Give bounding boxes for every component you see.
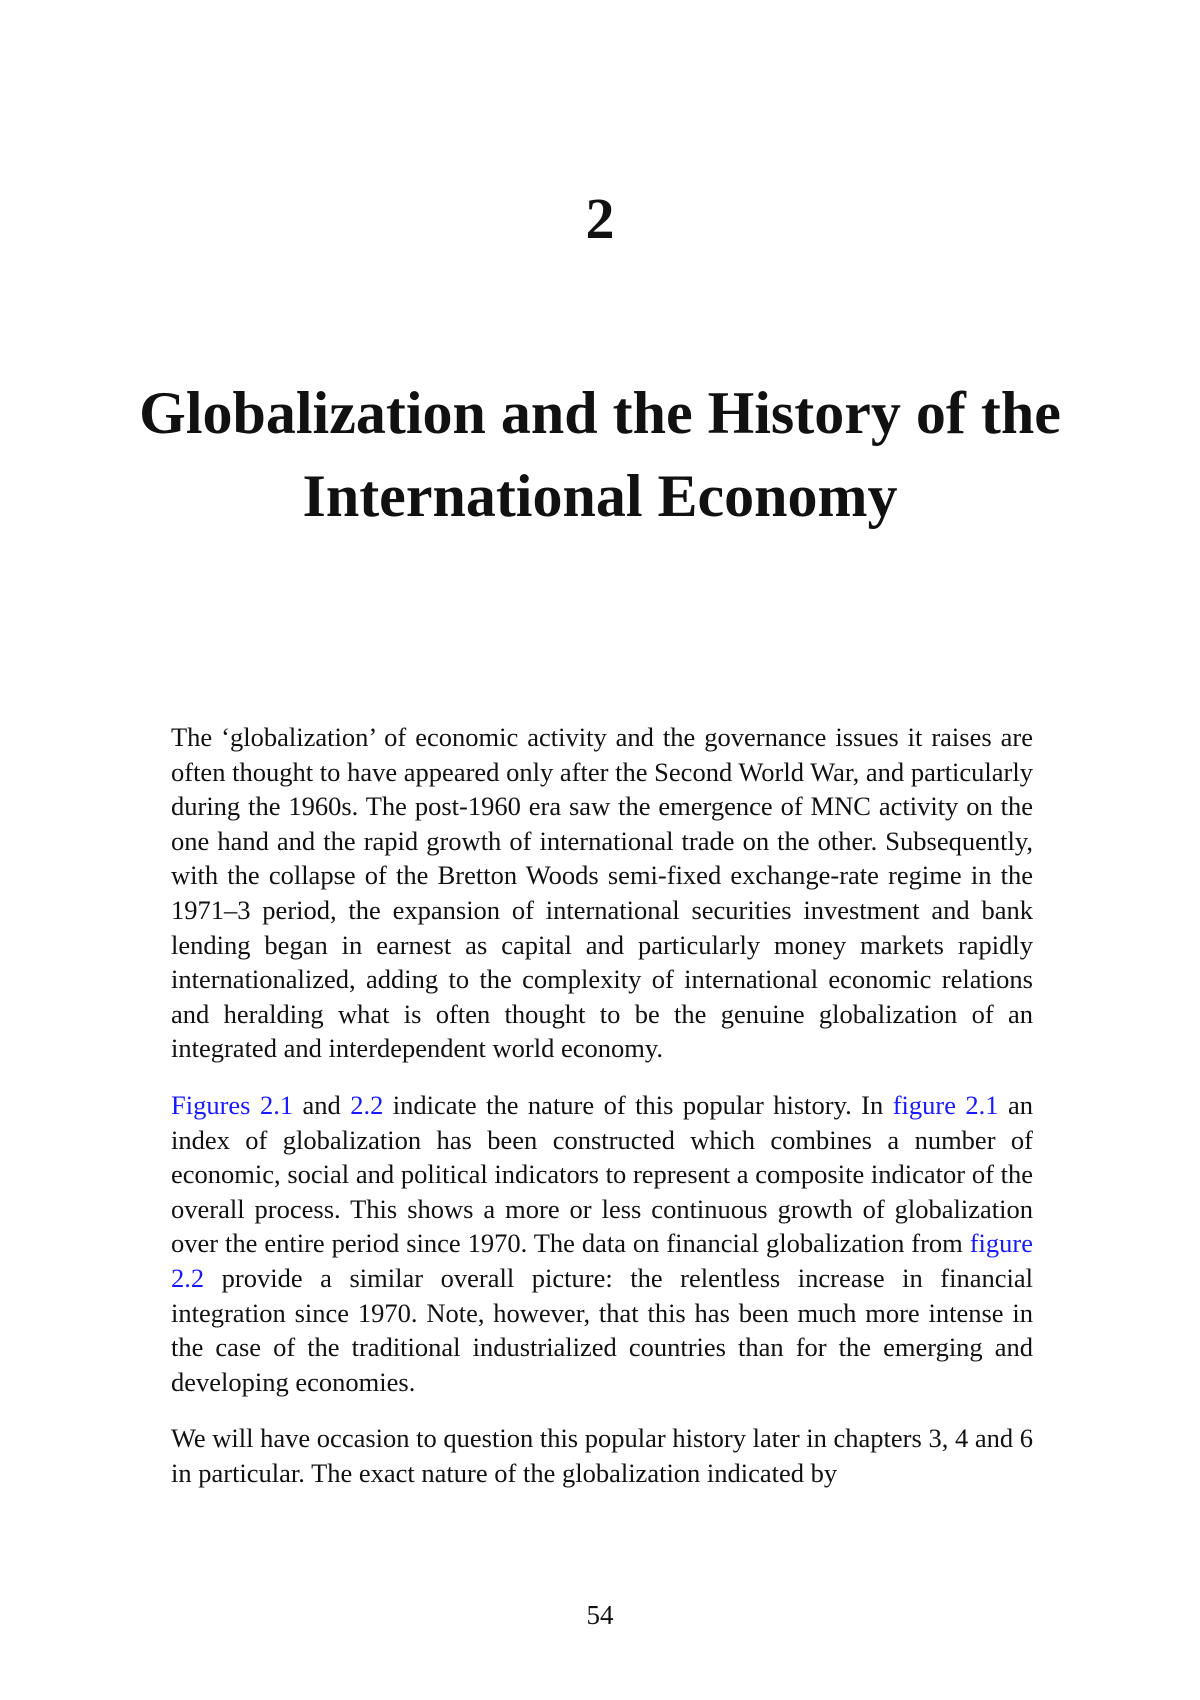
figures-2-1-link[interactable]: Figures 2.1 xyxy=(171,1089,294,1120)
figure-2-2-link-second[interactable]: figure 2.2 xyxy=(171,1228,1033,1293)
figure-2-1-link[interactable]: figure 2.1 xyxy=(892,1089,999,1120)
chapter-number: 2 xyxy=(585,186,615,251)
body-text xyxy=(171,720,1033,1512)
figure-2-2-link[interactable]: 2.2 xyxy=(350,1089,384,1120)
paragraph-2-text-1: and xyxy=(293,1089,351,1120)
page-number: 54 xyxy=(586,1600,614,1630)
paragraph-2-text-2: indicate the nature of this popular history. In xyxy=(383,1089,893,1120)
paragraph-2-text-4: provide a similar overall picture: the relentless increase in financial integration since 1970. Note, however, that this has been much more intense in the case of the traditional industrialized countries than for the emerging and developing economies. xyxy=(171,1262,1033,1397)
paragraph-2-text-3: an index of globalization has been constructed which combines a number of economic, social and political indicators to represent a composite indicator of the overall process. This shows a more or less continuous growth of globalization over the entire period since 1970. The data on financial globalization from xyxy=(171,1089,1034,1259)
paragraph-1: The ‘globalization’ of economic activity and the governance issues it raises are often thought to have appeared only after the Second World War, and particularly during the 1960s. The post-1960 era saw the emergence of MNC activity on the one hand and the rapid growth of international trade on the other. Subsequently, with the collapse of the Bretton Woods semi-fixed exchange-rate regime in the 1971–3 period, the expansion of international securities investment and bank lending began in earnest as capital and particularly money markets rapidly internationalized, adding to the complexity of international economic relations and heralding what is often thought to be the genuine globalization of an integrated and interdependent world economy. xyxy=(171,722,1033,1064)
paragraph-3: We will have occasion to question this popular history later in chapters 3, 4 and 6 in particular. The exact nature of the globalization indicated by xyxy=(171,1423,1033,1488)
paragraph-2 xyxy=(171,1088,1033,1399)
chapter-title: Globalization and the History of the International Economy xyxy=(139,380,1061,529)
